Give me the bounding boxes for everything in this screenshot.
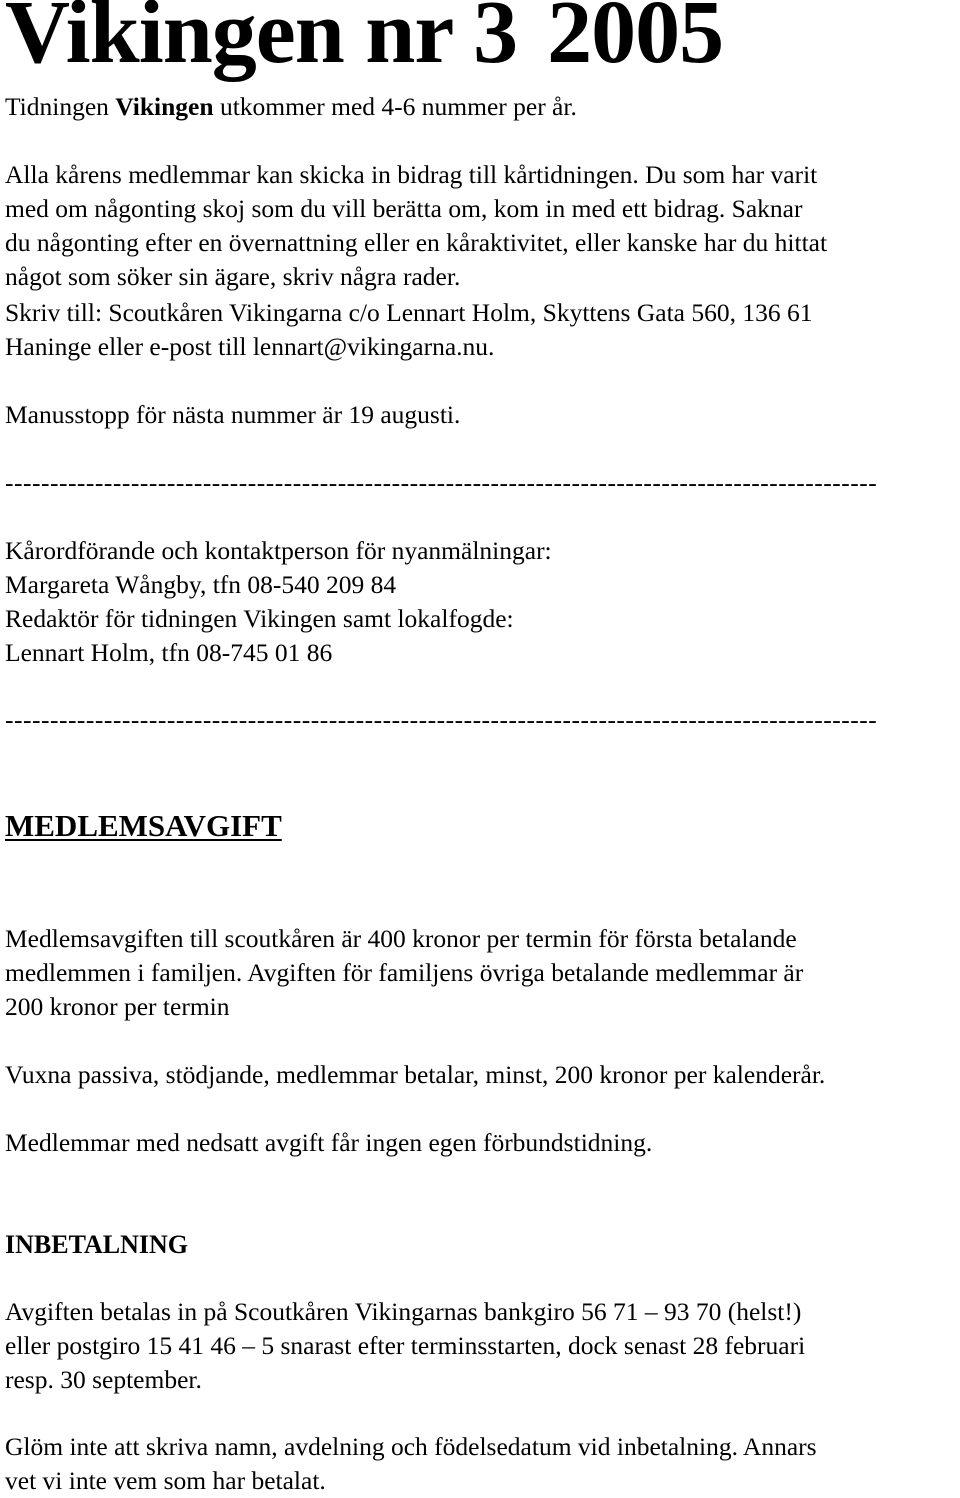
dashed-separator: ------------------------------------------------------------------------------------------------- (5, 468, 878, 497)
membership-heading: MEDLEMSAVGIFT (5, 808, 282, 843)
intro-text-line: med om någonting skoj som du vill berätta om, kom in med ett bidrag. Saknar (5, 194, 803, 223)
address-line: Haninge eller e-post till lennart@vikingarna.nu. (5, 332, 495, 361)
intro-line-prefix: Tidningen (5, 92, 116, 121)
membership-text-line: 200 kronor per termin (5, 992, 230, 1021)
intro-text-line: Alla kårens medlemmar kan skicka in bidrag till kårtidningen. Du som har varit (5, 160, 818, 189)
adult-fee-text: Vuxna passiva, stödjande, medlemmar betalar, minst, 200 kronor per kalenderår. (5, 1060, 826, 1089)
membership-text-line: Medlemsavgiften till scoutkåren är 400 kronor per termin för första betalande (5, 924, 797, 953)
contact-line: Lennart Holm, tfn 08-745 01 86 (5, 638, 333, 667)
contact-line: Kårordförande och kontaktperson för nyanmälningar: (5, 536, 552, 565)
payment-text-line: resp. 30 september. (5, 1365, 202, 1394)
intro-line (5, 90, 577, 124)
intro-text-line: något som söker sin ägare, skriv några rader. (5, 262, 461, 291)
membership-text-line: medlemmen i familjen. Avgiften för familjens övriga betalande medlemmar är (5, 958, 804, 987)
intro-line-suffix: utkommer med 4-6 nummer per år. (213, 92, 577, 121)
reminder-text-line: Glöm inte att skriva namn, avdelning och födelsedatum vid inbetalning. Annars (5, 1432, 817, 1461)
title-issue: Vikingen nr 3 (5, 0, 518, 82)
deadline-text: Manusstopp för nästa nummer är 19 augusti. (5, 400, 461, 429)
payment-heading: INBETALNING (5, 1230, 189, 1259)
payment-text-line: Avgiften betalas in på Scoutkåren Vikingarnas bankgiro 56 71 – 93 70 (helst!) (5, 1297, 802, 1326)
address-line: Skriv till: Scoutkåren Vikingarna c/o Lennart Holm, Skyttens Gata 560, 136 61 (5, 298, 813, 327)
contact-line: Redaktör för tidningen Vikingen samt lokalfogde: (5, 604, 514, 633)
newsletter-title (5, 0, 724, 82)
title-year: 2005 (547, 0, 724, 82)
reminder-text-line: vet vi inte vem som har betalat. (5, 1466, 326, 1495)
contact-line: Margareta Wångby, tfn 08-540 209 84 (5, 570, 397, 599)
payment-text-line: eller postgiro 15 41 46 – 5 snarast efter terminsstarten, dock senast 28 februari (5, 1331, 806, 1360)
intro-paper-name: Vikingen (115, 92, 214, 121)
dashed-separator: ------------------------------------------------------------------------------------------------- (5, 705, 878, 734)
intro-text-line: du någonting efter en övernattning eller en kåraktivitet, eller kanske har du hittat (5, 228, 828, 257)
reduced-fee-text: Medlemmar med nedsatt avgift får ingen egen förbundstidning. (5, 1128, 653, 1157)
